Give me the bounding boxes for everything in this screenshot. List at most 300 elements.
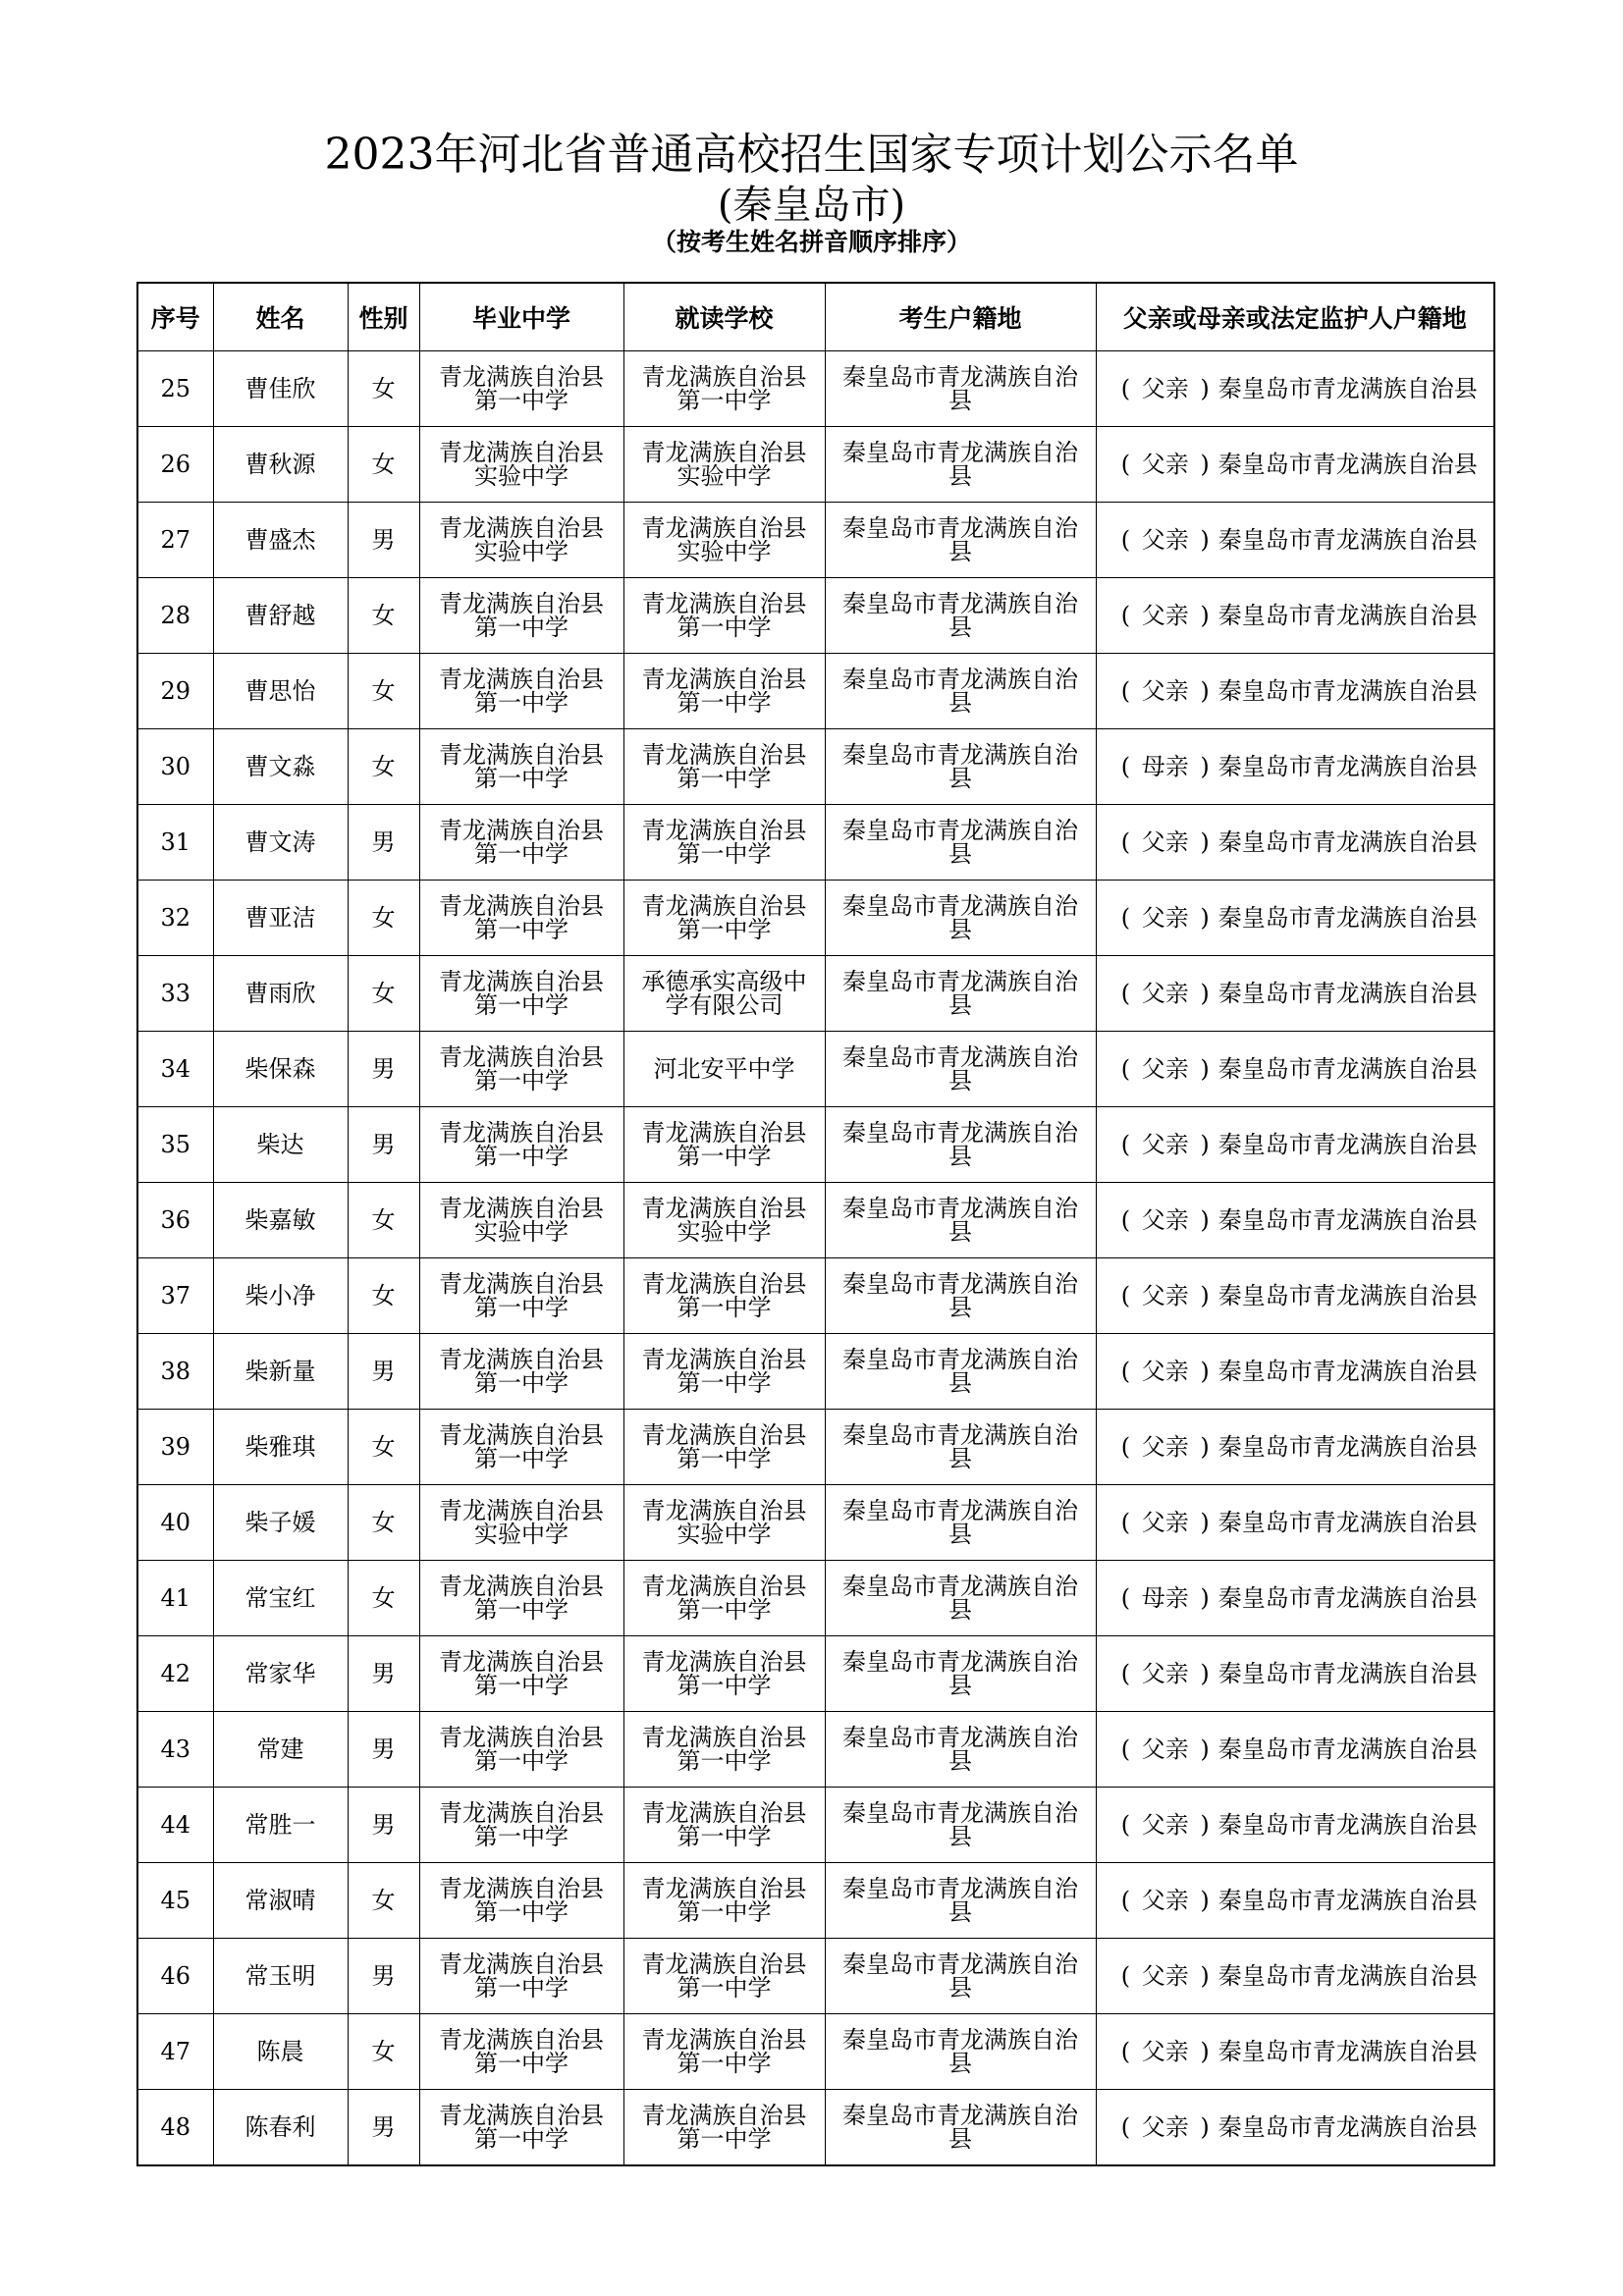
table-row [137,1258,1494,1334]
cell-name: 柴达 [213,1107,348,1183]
cell-grad-school [419,1636,623,1712]
grad-school-text: 青龙满族自治县第一中学 [439,589,604,641]
cell-no: 29 [137,654,213,729]
cell-name: 常胜一 [213,1788,348,1863]
study-school-text: 青龙满族自治县第一中学 [641,1420,807,1472]
cell-gender: 女 [348,2014,419,2090]
table-row [137,1939,1494,2014]
table-row [137,1032,1494,1107]
guardian-hukou-text: 秦皇岛市青龙满族自治县 [1217,980,1478,1007]
cell-guardian [1096,351,1494,427]
grad-school-text: 青龙满族自治县第一中学 [439,1723,604,1775]
cell-gender: 男 [348,1788,419,1863]
cell-no: 27 [137,503,213,578]
guardian-relation: ( 父亲 ) [1120,2038,1210,2065]
guardian-hukou-text: 秦皇岛市青龙满族自治县 [1217,1358,1478,1385]
cell-gender: 男 [348,1712,419,1788]
hukou-text: 秦皇岛市青龙满族自治县 [842,1647,1078,1699]
cell-study-school [623,1939,825,2014]
cell-name: 柴雅琪 [213,1410,348,1485]
cell-grad-school [419,1334,623,1410]
cell-grad-school [419,1107,623,1183]
cell-grad-school [419,1485,623,1561]
cell-no: 34 [137,1032,213,1107]
hukou-text: 秦皇岛市青龙满族自治县 [842,665,1078,717]
cell-gender: 女 [348,881,419,956]
grad-school-text: 青龙满族自治县第一中学 [439,1420,604,1472]
cell-guardian [1096,805,1494,881]
cell-grad-school [419,1561,623,1636]
cell-hukou [825,2090,1096,2166]
table-body [137,351,1494,2166]
guardian-relation: ( 父亲 ) [1120,451,1210,478]
cell-grad-school [419,729,623,805]
cell-guardian [1096,1863,1494,1939]
roster-table [136,282,1495,2166]
cell-study-school [623,2090,825,2166]
guardian-relation: ( 父亲 ) [1120,526,1210,554]
cell-guardian [1096,1636,1494,1712]
guardian-hukou-text: 秦皇岛市青龙满族自治县 [1217,1509,1478,1536]
table-row [137,1334,1494,1410]
cell-no: 46 [137,1939,213,2014]
guardian-hukou-text: 秦皇岛市青龙满族自治县 [1217,2113,1478,2141]
cell-grad-school [419,1788,623,1863]
cell-hukou [825,881,1096,956]
guardian-relation: ( 父亲 ) [1120,375,1210,402]
cell-study-school [623,1636,825,1712]
cell-study-school [623,1712,825,1788]
cell-hukou [825,1258,1096,1334]
study-school-text: 青龙满族自治县第一中学 [641,891,807,943]
guardian-hukou-text: 秦皇岛市青龙满族自治县 [1217,1811,1478,1839]
cell-study-school [623,1485,825,1561]
grad-school-text: 青龙满族自治县实验中学 [439,1496,604,1548]
cell-name: 曹秋源 [213,427,348,503]
guardian-hukou-text: 秦皇岛市青龙满族自治县 [1217,1206,1478,1234]
table-row [137,729,1494,805]
cell-guardian [1096,2090,1494,2166]
cell-no: 44 [137,1788,213,1863]
cell-name: 常宝红 [213,1561,348,1636]
table-row [137,805,1494,881]
table-row [137,654,1494,729]
cell-grad-school [419,503,623,578]
cell-no: 47 [137,2014,213,2090]
cell-grad-school [419,956,623,1032]
grad-school-text: 青龙满族自治县第一中学 [439,1647,604,1699]
header-grad-school: 毕业中学 [419,283,623,351]
guardian-hukou-text: 秦皇岛市青龙满族自治县 [1217,375,1478,402]
guardian-relation: ( 父亲 ) [1120,904,1210,932]
cell-name: 曹文涛 [213,805,348,881]
cell-grad-school [419,427,623,503]
cell-no: 42 [137,1636,213,1712]
hukou-text: 秦皇岛市青龙满族自治县 [842,1194,1078,1246]
hukou-text: 秦皇岛市青龙满族自治县 [842,362,1078,414]
cell-gender: 女 [348,654,419,729]
cell-name: 陈春利 [213,2090,348,2166]
header-no: 序号 [137,283,213,351]
cell-study-school [623,956,825,1032]
hukou-text: 秦皇岛市青龙满族自治县 [842,1118,1078,1170]
cell-gender: 女 [348,729,419,805]
study-school-text: 青龙满族自治县第一中学 [641,1949,807,2002]
header-name: 姓名 [213,283,348,351]
cell-name: 曹佳欣 [213,351,348,427]
cell-no: 43 [137,1712,213,1788]
cell-hukou [825,578,1096,654]
cell-hukou [825,1334,1096,1410]
guardian-hukou-text: 秦皇岛市青龙满族自治县 [1217,1735,1478,1763]
hukou-text: 秦皇岛市青龙满族自治县 [842,2025,1078,2077]
cell-gender: 女 [348,1561,419,1636]
cell-gender: 女 [348,956,419,1032]
study-school-text: 河北安平中学 [653,1055,795,1083]
study-school-text: 青龙满族自治县第一中学 [641,665,807,717]
guardian-relation: ( 父亲 ) [1120,1433,1210,1461]
guardian-relation: ( 父亲 ) [1120,828,1210,856]
guardian-relation: ( 父亲 ) [1120,1509,1210,1536]
cell-hukou [825,351,1096,427]
guardian-relation: ( 父亲 ) [1120,602,1210,629]
cell-grad-school [419,881,623,956]
grad-school-text: 青龙满族自治县第一中学 [439,1572,604,1624]
cell-guardian [1096,729,1494,805]
grad-school-text: 青龙满族自治县实验中学 [439,438,604,490]
grad-school-text: 青龙满族自治县第一中学 [439,1042,604,1095]
cell-name: 曹亚洁 [213,881,348,956]
guardian-relation: ( 母亲 ) [1120,753,1210,780]
cell-guardian [1096,2014,1494,2090]
guardian-relation: ( 父亲 ) [1120,1962,1210,1990]
cell-grad-school [419,578,623,654]
cell-study-school [623,1561,825,1636]
cell-hukou [825,1107,1096,1183]
cell-gender: 男 [348,1107,419,1183]
cell-hukou [825,1636,1096,1712]
guardian-hukou-text: 秦皇岛市青龙满族自治县 [1217,451,1478,478]
study-school-text: 青龙满族自治县第一中学 [641,1874,807,1926]
cell-study-school [623,1863,825,1939]
cell-gender: 女 [348,1863,419,1939]
table-row [137,427,1494,503]
grad-school-text: 青龙满族自治县第一中学 [439,1874,604,1926]
table-row [137,1863,1494,1939]
hukou-text: 秦皇岛市青龙满族自治县 [842,740,1078,792]
cell-guardian [1096,1032,1494,1107]
cell-study-school [623,1107,825,1183]
hukou-text: 秦皇岛市青龙满族自治县 [842,513,1078,565]
header-hukou: 考生户籍地 [825,283,1096,351]
cell-no: 38 [137,1334,213,1410]
guardian-relation: ( 父亲 ) [1120,1887,1210,1914]
cell-hukou [825,956,1096,1032]
cell-name: 曹雨欣 [213,956,348,1032]
hukou-text: 秦皇岛市青龙满族自治县 [842,967,1078,1019]
cell-grad-school [419,1863,623,1939]
guardian-hukou-text: 秦皇岛市青龙满族自治县 [1217,526,1478,554]
cell-grad-school [419,805,623,881]
cell-gender: 女 [348,351,419,427]
cell-name: 柴小净 [213,1258,348,1334]
cell-gender: 男 [348,805,419,881]
cell-guardian [1096,1712,1494,1788]
table-row [137,1183,1494,1258]
table-row [137,1788,1494,1863]
hukou-text: 秦皇岛市青龙满族自治县 [842,1949,1078,2002]
cell-grad-school [419,1183,623,1258]
guardian-hukou-text: 秦皇岛市青龙满族自治县 [1217,1660,1478,1687]
table-row [137,1561,1494,1636]
guardian-relation: ( 父亲 ) [1120,1735,1210,1763]
document-subtitle: (秦皇岛市) [717,183,906,228]
hukou-text: 秦皇岛市青龙满族自治县 [842,1345,1078,1397]
grad-school-text: 青龙满族自治县实验中学 [439,513,604,565]
table-row [137,2014,1494,2090]
table-header-row [137,283,1494,351]
guardian-relation: ( 父亲 ) [1120,980,1210,1007]
guardian-relation: ( 父亲 ) [1120,1358,1210,1385]
cell-no: 28 [137,578,213,654]
hukou-text: 秦皇岛市青龙满族自治县 [842,1572,1078,1624]
cell-gender: 男 [348,2090,419,2166]
study-school-text: 青龙满族自治县实验中学 [641,513,807,565]
grad-school-text: 青龙满族自治县第一中学 [439,891,604,943]
cell-no: 33 [137,956,213,1032]
grad-school-text: 青龙满族自治县第一中学 [439,816,604,868]
guardian-hukou-text: 秦皇岛市青龙满族自治县 [1217,1584,1478,1612]
grad-school-text: 青龙满族自治县第一中学 [439,665,604,717]
guardian-relation: ( 父亲 ) [1120,1660,1210,1687]
cell-study-school [623,1788,825,1863]
study-school-text: 青龙满族自治县第一中学 [641,1345,807,1397]
cell-study-school [623,654,825,729]
cell-hukou [825,729,1096,805]
cell-no: 32 [137,881,213,956]
grad-school-text: 青龙满族自治县第一中学 [439,740,604,792]
cell-name: 曹思怡 [213,654,348,729]
study-school-text: 青龙满族自治县第一中学 [641,589,807,641]
cell-guardian [1096,654,1494,729]
cell-guardian [1096,1334,1494,1410]
cell-guardian [1096,1107,1494,1183]
cell-hukou [825,1712,1096,1788]
grad-school-text: 青龙满族自治县第一中学 [439,967,604,1019]
document-title: 2023年河北省普通高校招生国家专项计划公示名单 [324,130,1299,180]
cell-name: 曹盛杰 [213,503,348,578]
hukou-text: 秦皇岛市青龙满族自治县 [842,1269,1078,1321]
cell-study-school [623,427,825,503]
cell-guardian [1096,1788,1494,1863]
study-school-text: 青龙满族自治县实验中学 [641,1194,807,1246]
cell-hukou [825,805,1096,881]
cell-gender: 女 [348,1183,419,1258]
cell-no: 31 [137,805,213,881]
guardian-hukou-text: 秦皇岛市青龙满族自治县 [1217,904,1478,932]
guardian-hukou-text: 秦皇岛市青龙满族自治县 [1217,1282,1478,1309]
cell-hukou [825,1183,1096,1258]
cell-name: 曹舒越 [213,578,348,654]
table-row [137,503,1494,578]
cell-hukou [825,1485,1096,1561]
cell-gender: 女 [348,1410,419,1485]
cell-study-school [623,881,825,956]
grad-school-text: 青龙满族自治县第一中学 [439,1345,604,1397]
cell-guardian [1096,1258,1494,1334]
guardian-hukou-text: 秦皇岛市青龙满族自治县 [1217,1131,1478,1158]
header-guardian-hukou: 父亲或母亲或法定监护人户籍地 [1096,283,1494,351]
guardian-hukou-text: 秦皇岛市青龙满族自治县 [1217,1055,1478,1083]
cell-guardian [1096,1410,1494,1485]
cell-name: 常建 [213,1712,348,1788]
study-school-text: 青龙满族自治县第一中学 [641,1269,807,1321]
cell-guardian [1096,1485,1494,1561]
table-row [137,1485,1494,1561]
guardian-relation: ( 父亲 ) [1120,1055,1210,1083]
study-school-text: 青龙满族自治县第一中学 [641,1118,807,1170]
header-study-school: 就读学校 [623,283,825,351]
grad-school-text: 青龙满族自治县第一中学 [439,2101,604,2153]
hukou-text: 秦皇岛市青龙满族自治县 [842,1798,1078,1850]
guardian-relation: ( 父亲 ) [1120,2113,1210,2141]
hukou-text: 秦皇岛市青龙满族自治县 [842,2101,1078,2153]
cell-gender: 男 [348,1334,419,1410]
table-row [137,956,1494,1032]
cell-grad-school [419,2090,623,2166]
grad-school-text: 青龙满族自治县实验中学 [439,1194,604,1246]
table-row [137,2090,1494,2166]
cell-grad-school [419,1032,623,1107]
table-row [137,1636,1494,1712]
cell-gender: 男 [348,503,419,578]
cell-no: 48 [137,2090,213,2166]
cell-gender: 女 [348,1258,419,1334]
cell-study-school [623,805,825,881]
grad-school-text: 青龙满族自治县第一中学 [439,2025,604,2077]
cell-name: 柴嘉敏 [213,1183,348,1258]
grad-school-text: 青龙满族自治县第一中学 [439,1798,604,1850]
guardian-relation: ( 父亲 ) [1120,1811,1210,1839]
guardian-hukou-text: 秦皇岛市青龙满族自治县 [1217,2038,1478,2065]
cell-hukou [825,1788,1096,1863]
cell-study-school [623,351,825,427]
cell-guardian [1096,881,1494,956]
cell-study-school [623,1258,825,1334]
cell-no: 37 [137,1258,213,1334]
cell-no: 30 [137,729,213,805]
hukou-text: 秦皇岛市青龙满族自治县 [842,1496,1078,1548]
table-row [137,1410,1494,1485]
cell-name: 常家华 [213,1636,348,1712]
cell-no: 35 [137,1107,213,1183]
table-row [137,1107,1494,1183]
cell-guardian [1096,1183,1494,1258]
guardian-hukou-text: 秦皇岛市青龙满族自治县 [1217,677,1478,705]
guardian-hukou-text: 秦皇岛市青龙满族自治县 [1217,1962,1478,1990]
guardian-relation: ( 父亲 ) [1120,1131,1210,1158]
study-school-text: 承德承实高级中学有限公司 [641,967,807,1019]
cell-gender: 男 [348,1032,419,1107]
cell-no: 45 [137,1863,213,1939]
cell-guardian [1096,578,1494,654]
cell-no: 39 [137,1410,213,1485]
cell-guardian [1096,1561,1494,1636]
cell-study-school [623,1032,825,1107]
guardian-hukou-text: 秦皇岛市青龙满族自治县 [1217,1433,1478,1461]
grad-school-text: 青龙满族自治县第一中学 [439,1118,604,1170]
grad-school-text: 青龙满族自治县第一中学 [439,1269,604,1321]
cell-study-school [623,1334,825,1410]
sort-note: （按考生姓名拼音顺序排序） [651,228,971,256]
cell-grad-school [419,2014,623,2090]
guardian-relation: ( 父亲 ) [1120,1282,1210,1309]
hukou-text: 秦皇岛市青龙满族自治县 [842,438,1078,490]
study-school-text: 青龙满族自治县第一中学 [641,816,807,868]
study-school-text: 青龙满族自治县实验中学 [641,1496,807,1548]
cell-grad-school [419,351,623,427]
cell-hukou [825,1561,1096,1636]
cell-study-school [623,2014,825,2090]
cell-grad-school [419,1258,623,1334]
study-school-text: 青龙满族自治县实验中学 [641,438,807,490]
study-school-text: 青龙满族自治县第一中学 [641,1723,807,1775]
grad-school-text: 青龙满族自治县第一中学 [439,362,604,414]
cell-gender: 男 [348,1939,419,2014]
cell-guardian [1096,1939,1494,2014]
cell-name: 柴新量 [213,1334,348,1410]
cell-grad-school [419,1410,623,1485]
cell-study-school [623,729,825,805]
table-row [137,578,1494,654]
cell-hukou [825,654,1096,729]
hukou-text: 秦皇岛市青龙满族自治县 [842,589,1078,641]
guardian-relation: ( 母亲 ) [1120,1584,1210,1612]
cell-study-school [623,503,825,578]
cell-name: 常淑晴 [213,1863,348,1939]
header-gender: 性别 [348,283,419,351]
cell-hukou [825,503,1096,578]
hukou-text: 秦皇岛市青龙满族自治县 [842,891,1078,943]
hukou-text: 秦皇岛市青龙满族自治县 [842,1874,1078,1926]
cell-hukou [825,1410,1096,1485]
guardian-hukou-text: 秦皇岛市青龙满族自治县 [1217,828,1478,856]
cell-grad-school [419,654,623,729]
grad-school-text: 青龙满族自治县第一中学 [439,1949,604,2002]
cell-no: 26 [137,427,213,503]
table-row [137,881,1494,956]
hukou-text: 秦皇岛市青龙满族自治县 [842,1723,1078,1775]
cell-name: 常玉明 [213,1939,348,2014]
cell-gender: 女 [348,427,419,503]
cell-no: 40 [137,1485,213,1561]
cell-name: 陈晨 [213,2014,348,2090]
cell-hukou [825,1939,1096,2014]
guardian-hukou-text: 秦皇岛市青龙满族自治县 [1217,1887,1478,1914]
cell-guardian [1096,503,1494,578]
cell-guardian [1096,427,1494,503]
study-school-text: 青龙满族自治县第一中学 [641,1647,807,1699]
cell-name: 柴保森 [213,1032,348,1107]
cell-hukou [825,2014,1096,2090]
cell-hukou [825,1863,1096,1939]
table-row [137,351,1494,427]
cell-gender: 女 [348,1485,419,1561]
cell-name: 柴子媛 [213,1485,348,1561]
cell-no: 41 [137,1561,213,1636]
guardian-hukou-text: 秦皇岛市青龙满族自治县 [1217,602,1478,629]
cell-grad-school [419,1712,623,1788]
